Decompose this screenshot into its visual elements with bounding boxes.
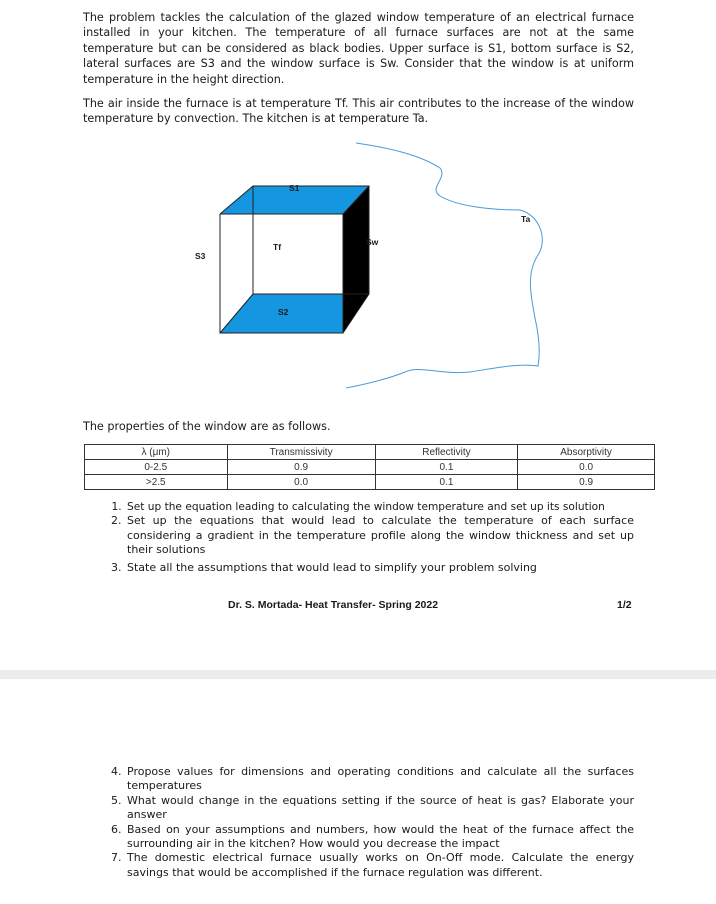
header-wavelength: λ (μm) <box>85 445 228 460</box>
question-item: 5. What would change in the equations setting if the source of heat is gas? Elaborate your answer <box>125 794 634 823</box>
sw-label: Sw <box>366 237 379 247</box>
page-number: 1/2 <box>617 599 632 611</box>
properties-intro: The properties of the window are as follows. <box>83 420 331 433</box>
question-item: 7. The domestic electrical furnace usually works on On-Off mode. Calculate the energy savings that would be accomplished if the furnace regulation was different. <box>125 851 634 880</box>
page-separator <box>0 670 716 679</box>
question-list-page1 <box>83 500 634 575</box>
table-cell: 0.1 <box>375 475 518 490</box>
question-list-page2 <box>83 765 634 880</box>
s3-label: S3 <box>195 251 206 261</box>
tf-label: Tf <box>273 242 282 252</box>
question-item: 2. Set up the equations that would lead to calculate the temperature of each surface considering a gradient in the temperature profile along the window thickness and set up their solutions <box>125 514 634 557</box>
window-properties-table <box>84 444 655 490</box>
table-row <box>85 475 655 490</box>
table-cell: 0.0 <box>227 475 375 490</box>
question-item: 4. Propose values for dimensions and operating conditions and calculate all the surfaces temperatures <box>125 765 634 794</box>
header-absorptivity: Absorptivity <box>518 445 655 460</box>
table-cell: 0-2.5 <box>85 460 228 475</box>
table-cell: 0.9 <box>518 475 655 490</box>
question-item: 3. State all the assumptions that would lead to simplify your problem solving <box>125 561 634 575</box>
table-row <box>85 460 655 475</box>
header-transmissivity: Transmissivity <box>227 445 375 460</box>
question-item: 6. Based on your assumptions and numbers, how would the heat of the furnace affect the surrounding air in the kitchen? How would you decrease the impact <box>125 823 634 852</box>
intro-paragraph: The problem tackles the calculation of the glazed window temperature of an electrical furnace installed in your kitchen. The temperature of all furnace surfaces are not at the same temperature but can be considered as black bodies. Upper surface is S1, bottom surface is S2, lateral surfaces are S3 and the window surface is Sw. Consider that the window is at uniform temperature in the height direction. <box>83 11 634 86</box>
ta-label: Ta <box>521 214 531 224</box>
kitchen-boundary-sketch <box>346 143 542 388</box>
table-cell: 0.9 <box>227 460 375 475</box>
table-header-row <box>85 445 655 460</box>
furnace-diagram <box>0 140 716 400</box>
question-item: 1. Set up the equation leading to calculating the window temperature and set up its solution <box>125 500 634 514</box>
s2-label: S2 <box>278 307 289 317</box>
header-reflectivity: Reflectivity <box>375 445 518 460</box>
page-footer: Dr. S. Mortada- Heat Transfer- Spring 2022 <box>228 599 439 611</box>
table-cell: >2.5 <box>85 475 228 490</box>
table-cell: 0.1 <box>375 460 518 475</box>
air-paragraph: The air inside the furnace is at temperature Tf. This air contributes to the increase of the window temperature by convection. The kitchen is at temperature Ta. <box>83 97 634 126</box>
s1-label: S1 <box>289 183 300 193</box>
table-cell: 0.0 <box>518 460 655 475</box>
